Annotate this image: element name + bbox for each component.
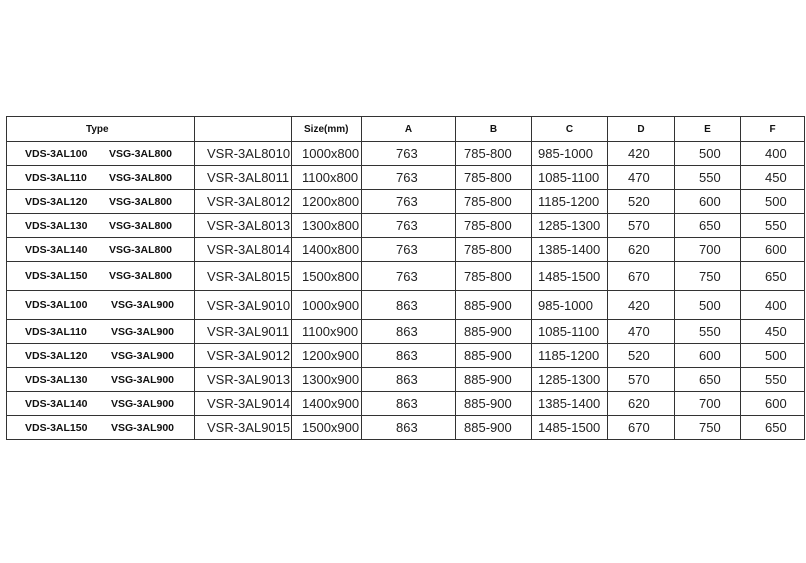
type-cell bbox=[7, 262, 195, 291]
header-e: E bbox=[675, 117, 741, 142]
value-f: 450 bbox=[741, 320, 805, 344]
vds-model: VDS-3AL140 bbox=[25, 397, 88, 410]
table-row bbox=[7, 416, 805, 440]
type-cell bbox=[7, 142, 195, 166]
value-b: 785-800 bbox=[456, 214, 532, 238]
vsg-model: VSG-3AL900 bbox=[111, 373, 175, 386]
vds-model: VDS-3AL130 bbox=[25, 373, 88, 386]
header-a: A bbox=[362, 117, 456, 142]
type-cell bbox=[7, 238, 195, 262]
value-e: 550 bbox=[675, 166, 741, 190]
value-e: 550 bbox=[675, 320, 741, 344]
value-c: 1285-1300 bbox=[532, 214, 608, 238]
type-cell bbox=[7, 392, 195, 416]
value-f: 550 bbox=[741, 368, 805, 392]
type-cell bbox=[7, 416, 195, 440]
value-f: 450 bbox=[741, 166, 805, 190]
value-d: 570 bbox=[608, 368, 675, 392]
value-c: 1285-1300 bbox=[532, 368, 608, 392]
table-row bbox=[7, 392, 805, 416]
table-row bbox=[7, 214, 805, 238]
vds-model: VDS-3AL110 bbox=[25, 325, 87, 338]
value-d: 670 bbox=[608, 416, 675, 440]
value-f: 400 bbox=[741, 142, 805, 166]
value-a: 763 bbox=[362, 166, 456, 190]
header-row bbox=[7, 117, 805, 142]
value-d: 420 bbox=[608, 291, 675, 320]
value-f: 400 bbox=[741, 291, 805, 320]
size-value: 1100x800 bbox=[292, 166, 362, 190]
vsr-model: VSR-3AL9010 bbox=[195, 291, 292, 320]
vds-model: VDS-3AL130 bbox=[25, 219, 88, 232]
vds-model: VDS-3AL110 bbox=[25, 171, 87, 184]
value-d: 470 bbox=[608, 166, 675, 190]
header-type: Type bbox=[7, 117, 195, 142]
vsr-model: VSR-3AL8011 bbox=[195, 166, 292, 190]
vsg-model: VSG-3AL800 bbox=[109, 171, 173, 184]
value-b: 885-900 bbox=[456, 344, 532, 368]
value-b: 885-900 bbox=[456, 320, 532, 344]
type-cell bbox=[7, 368, 195, 392]
value-b: 885-900 bbox=[456, 416, 532, 440]
value-d: 670 bbox=[608, 262, 675, 291]
size-value: 1200x900 bbox=[292, 344, 362, 368]
value-f: 550 bbox=[741, 214, 805, 238]
value-e: 600 bbox=[675, 344, 741, 368]
vsg-model: VSG-3AL900 bbox=[111, 349, 175, 362]
header-c: C bbox=[532, 117, 608, 142]
header-blank bbox=[195, 117, 292, 142]
header-b: B bbox=[456, 117, 532, 142]
value-f: 650 bbox=[741, 262, 805, 291]
value-c: 1185-1200 bbox=[532, 190, 608, 214]
vsr-model: VSR-3AL8015 bbox=[195, 262, 292, 291]
vsr-model: VSR-3AL8013 bbox=[195, 214, 292, 238]
size-value: 1000x800 bbox=[292, 142, 362, 166]
vsg-model: VSG-3AL900 bbox=[111, 397, 175, 410]
vsg-model: VSG-3AL800 bbox=[109, 219, 173, 232]
size-value: 1200x800 bbox=[292, 190, 362, 214]
value-d: 570 bbox=[608, 214, 675, 238]
vds-model: VDS-3AL100 bbox=[25, 147, 88, 160]
value-e: 750 bbox=[675, 262, 741, 291]
value-a: 863 bbox=[362, 416, 456, 440]
value-a: 763 bbox=[362, 142, 456, 166]
size-value: 1300x800 bbox=[292, 214, 362, 238]
value-e: 700 bbox=[675, 238, 741, 262]
value-e: 500 bbox=[675, 291, 741, 320]
dimension-spec-table bbox=[6, 116, 805, 440]
value-b: 885-900 bbox=[456, 392, 532, 416]
table-row bbox=[7, 166, 805, 190]
value-b: 785-800 bbox=[456, 166, 532, 190]
value-e: 650 bbox=[675, 368, 741, 392]
vsg-model: VSG-3AL900 bbox=[111, 325, 175, 338]
table-row bbox=[7, 320, 805, 344]
vsg-model: VSG-3AL900 bbox=[111, 299, 175, 311]
type-cell bbox=[7, 320, 195, 344]
value-c: 1385-1400 bbox=[532, 392, 608, 416]
table-row bbox=[7, 142, 805, 166]
type-cell bbox=[7, 214, 195, 238]
value-d: 420 bbox=[608, 142, 675, 166]
value-d: 520 bbox=[608, 344, 675, 368]
size-value: 1500x900 bbox=[292, 416, 362, 440]
header-d: D bbox=[608, 117, 675, 142]
vsg-model: VSG-3AL800 bbox=[109, 270, 173, 282]
value-a: 863 bbox=[362, 320, 456, 344]
value-e: 600 bbox=[675, 190, 741, 214]
value-b: 785-800 bbox=[456, 238, 532, 262]
value-a: 763 bbox=[362, 262, 456, 291]
vsr-model: VSR-3AL9015 bbox=[195, 416, 292, 440]
value-b: 785-800 bbox=[456, 142, 532, 166]
vds-model: VDS-3AL100 bbox=[25, 299, 88, 311]
vds-model: VDS-3AL120 bbox=[25, 349, 88, 362]
vsg-model: VSG-3AL900 bbox=[111, 421, 175, 434]
vsr-model: VSR-3AL9013 bbox=[195, 368, 292, 392]
table-row bbox=[7, 238, 805, 262]
value-c: 1085-1100 bbox=[532, 320, 608, 344]
vsg-model: VSG-3AL800 bbox=[109, 243, 173, 256]
value-f: 650 bbox=[741, 416, 805, 440]
table-row bbox=[7, 190, 805, 214]
vsr-model: VSR-3AL9011 bbox=[195, 320, 292, 344]
vsr-model: VSR-3AL9012 bbox=[195, 344, 292, 368]
vds-model: VDS-3AL150 bbox=[25, 270, 88, 282]
vds-model: VDS-3AL120 bbox=[25, 195, 88, 208]
vsr-model: VSR-3AL8014 bbox=[195, 238, 292, 262]
value-d: 620 bbox=[608, 392, 675, 416]
size-value: 1000x900 bbox=[292, 291, 362, 320]
size-value: 1300x900 bbox=[292, 368, 362, 392]
value-d: 620 bbox=[608, 238, 675, 262]
value-e: 700 bbox=[675, 392, 741, 416]
value-e: 750 bbox=[675, 416, 741, 440]
value-c: 1485-1500 bbox=[532, 262, 608, 291]
vsr-model: VSR-3AL8012 bbox=[195, 190, 292, 214]
vsr-model: VSR-3AL8010 bbox=[195, 142, 292, 166]
value-b: 885-900 bbox=[456, 368, 532, 392]
size-value: 1500x800 bbox=[292, 262, 362, 291]
value-b: 785-800 bbox=[456, 190, 532, 214]
vsg-model: VSG-3AL800 bbox=[109, 147, 173, 160]
type-cell bbox=[7, 190, 195, 214]
value-c: 1185-1200 bbox=[532, 344, 608, 368]
table-row bbox=[7, 344, 805, 368]
value-d: 520 bbox=[608, 190, 675, 214]
value-c: 1485-1500 bbox=[532, 416, 608, 440]
table-header bbox=[7, 117, 805, 142]
type-cell bbox=[7, 166, 195, 190]
vsg-model: VSG-3AL800 bbox=[109, 195, 173, 208]
value-a: 863 bbox=[362, 344, 456, 368]
value-a: 863 bbox=[362, 368, 456, 392]
table-row bbox=[7, 291, 805, 320]
value-a: 863 bbox=[362, 291, 456, 320]
value-f: 500 bbox=[741, 190, 805, 214]
value-a: 763 bbox=[362, 190, 456, 214]
vds-model: VDS-3AL140 bbox=[25, 243, 88, 256]
value-a: 863 bbox=[362, 392, 456, 416]
header-size: Size(mm) bbox=[292, 117, 362, 142]
size-value: 1100x900 bbox=[292, 320, 362, 344]
value-f: 600 bbox=[741, 392, 805, 416]
size-value: 1400x900 bbox=[292, 392, 362, 416]
vsr-model: VSR-3AL9014 bbox=[195, 392, 292, 416]
header-f: F bbox=[741, 117, 805, 142]
table-row bbox=[7, 262, 805, 291]
value-e: 650 bbox=[675, 214, 741, 238]
value-f: 500 bbox=[741, 344, 805, 368]
type-cell bbox=[7, 344, 195, 368]
value-a: 763 bbox=[362, 238, 456, 262]
value-e: 500 bbox=[675, 142, 741, 166]
value-c: 985-1000 bbox=[532, 142, 608, 166]
size-value: 1400x800 bbox=[292, 238, 362, 262]
value-c: 985-1000 bbox=[532, 291, 608, 320]
value-b: 885-900 bbox=[456, 291, 532, 320]
value-c: 1385-1400 bbox=[532, 238, 608, 262]
vds-model: VDS-3AL150 bbox=[25, 421, 88, 434]
value-d: 470 bbox=[608, 320, 675, 344]
value-f: 600 bbox=[741, 238, 805, 262]
value-a: 763 bbox=[362, 214, 456, 238]
table-body bbox=[7, 142, 805, 440]
table-row bbox=[7, 368, 805, 392]
value-c: 1085-1100 bbox=[532, 166, 608, 190]
type-cell bbox=[7, 291, 195, 320]
value-b: 785-800 bbox=[456, 262, 532, 291]
